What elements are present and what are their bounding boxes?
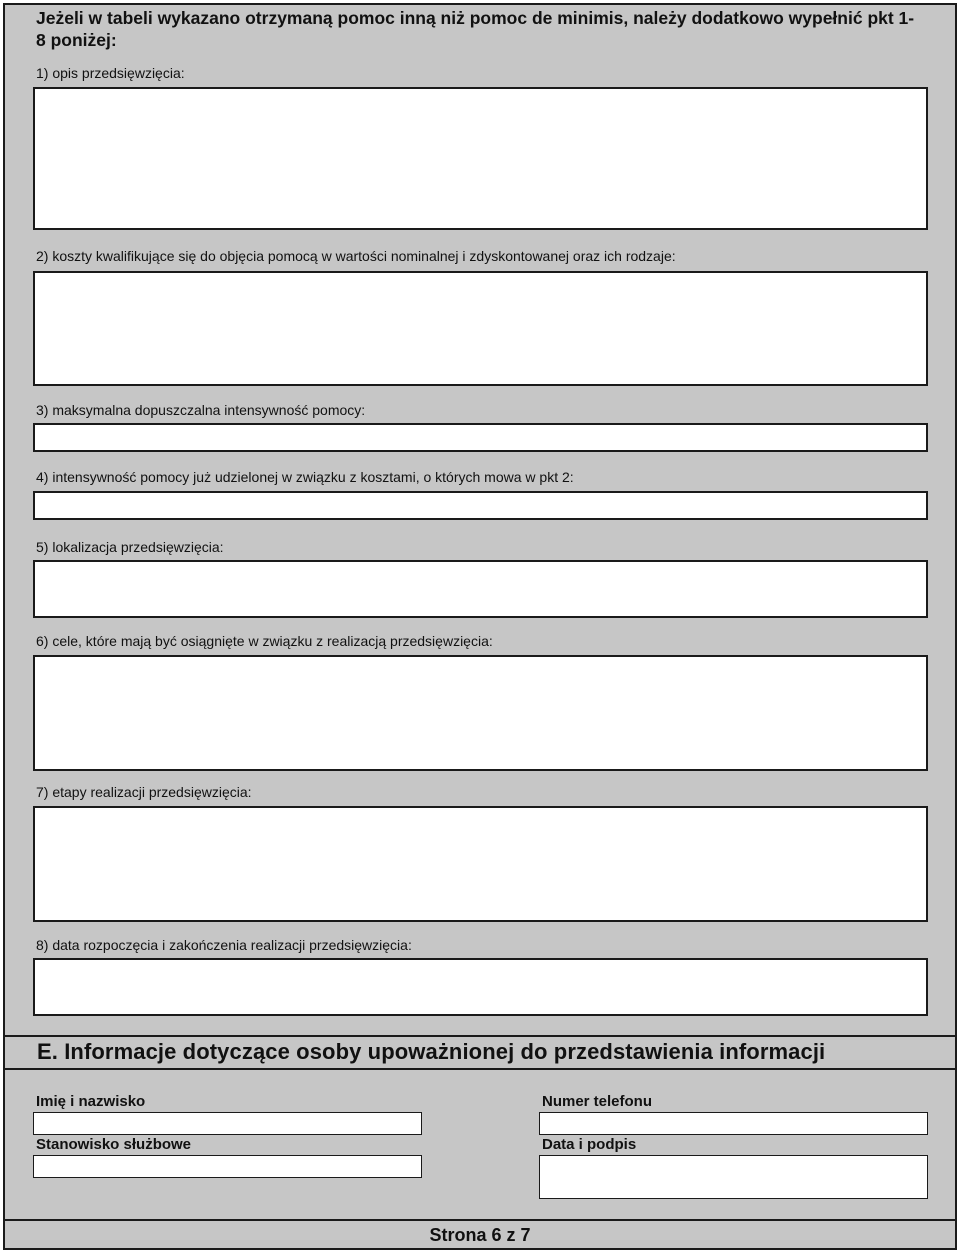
page-footer: [3, 1219, 957, 1250]
name-field[interactable]: [33, 1112, 422, 1135]
phone-field[interactable]: [539, 1112, 928, 1135]
page-number: Strona 6 z 7: [429, 1225, 531, 1245]
intro-instruction: Jeżeli w tabeli wykazano otrzymaną pomoc inną niż pomoc de minimis, należy dodatkowo wypełnić pkt 1-8 poniżej:: [36, 8, 915, 50]
field-label-start-end-dates: 8) data rozpoczęcia i zakończenia realizacji przedsięwzięcia:: [36, 937, 412, 953]
position-label: Stanowisko służbowe: [36, 1136, 192, 1153]
phone-label: Numer telefonu: [542, 1093, 653, 1110]
field-label-eligible-costs: 2) koszty kwalifikujące się do objęcia pomocą w wartości nominalnej i zdyskontowanej oraz ich rodzaje:: [36, 248, 676, 264]
project-goals-field[interactable]: [33, 655, 928, 771]
project-description-field[interactable]: [33, 87, 928, 230]
section-e-title: E. Informacje dotyczące osoby upoważnionej do przedstawienia informacji: [37, 1039, 826, 1064]
position-field[interactable]: [33, 1155, 422, 1178]
field-label-project-description: 1) opis przedsięwzięcia:: [36, 65, 185, 81]
project-location-field[interactable]: [33, 560, 928, 618]
start-end-dates-field[interactable]: [33, 958, 928, 1016]
field-label-project-goals: 6) cele, które mają być osiągnięte w związku z realizacją przedsięwzięcia:: [36, 633, 493, 649]
date-signature-field[interactable]: [539, 1155, 928, 1199]
project-stages-field[interactable]: [33, 806, 928, 922]
field-label-project-stages: 7) etapy realizacji przedsięwzięcia:: [36, 784, 252, 800]
granted-aid-intensity-field[interactable]: [33, 491, 928, 520]
field-label-max-aid-intensity: 3) maksymalna dopuszczalna intensywność pomocy:: [36, 402, 366, 418]
max-aid-intensity-field[interactable]: [33, 423, 928, 452]
field-label-granted-aid-intensity: 4) intensywność pomocy już udzielonej w związku z kosztami, o których mowa w pkt 2:: [36, 469, 574, 485]
section-e-header: [3, 1035, 957, 1070]
name-label: Imię i nazwisko: [36, 1093, 146, 1110]
field-label-project-location: 5) lokalizacja przedsięwzięcia:: [36, 539, 224, 555]
eligible-costs-field[interactable]: [33, 271, 928, 386]
date-signature-label: Data i podpis: [542, 1136, 637, 1153]
